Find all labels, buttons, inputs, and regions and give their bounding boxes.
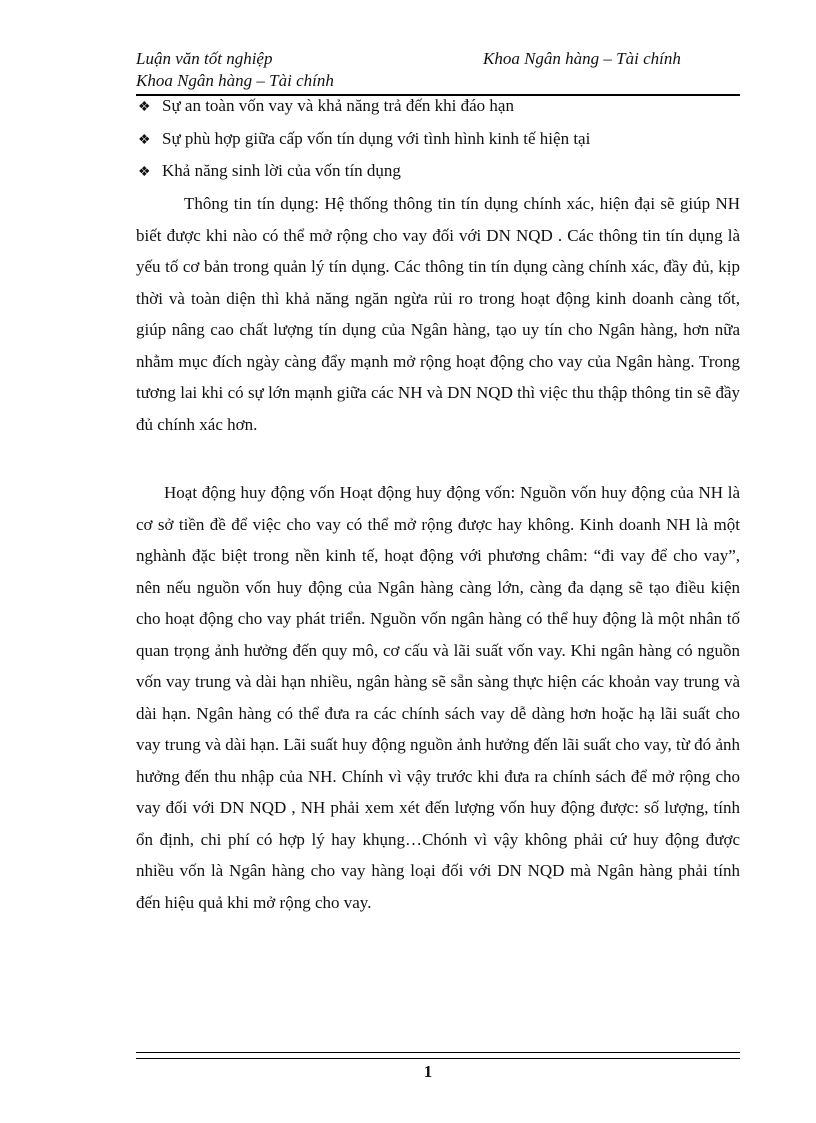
bullet-text: Khả năng sinh lời của vốn tín dụng xyxy=(162,161,401,180)
diamond-bullet-icon: ❖ xyxy=(138,100,151,115)
bullet-text: Sự phù hợp giữa cấp vốn tín dụng với tình hình kinh tế hiện tại xyxy=(162,129,591,148)
bullet-item xyxy=(138,95,514,119)
header-thesis-title: Luận văn tốt nghiệp xyxy=(136,49,273,68)
bullet-item xyxy=(138,160,401,184)
footer-divider xyxy=(136,1052,740,1059)
paragraph-credit-information: Thông tin tín dụng: Hệ thống thông tin tín dụng chính xác, hiện đại sẽ giúp NH biết được khi nào có thể mở rộng cho vay đối với DN NQD . Các thông tin tín dụng là yếu tố cơ bản trong quản lý tín dụng. Các thông tin tín dụng càng chính xác, đầy đủ, kịp thời và toàn diện thì khả năng ngăn ngừa rủi ro trong hoạt động kinh doanh càng tốt, giúp nâng cao chất lượng tín dụng của Ngân hàng, tạo uy tín cho Ngân hàng, hơn nữa nhằm mục đích ngày càng đẩy mạnh mở rộng hoạt động cho vay của Ngân hàng. Trong tương lai khi có sự lớn mạnh giữa các NH và DN NQD thì việc thu thập thông tin sẽ đầy đủ chính xác hơn. xyxy=(136,194,740,434)
paragraph-capital-mobilization: Hoạt động huy động vốn Hoạt động huy động vốn: Nguồn vốn huy động của NH là cơ sở tiền đề để việc cho vay có thể mở rộng được hay không. Kinh doanh NH là một nghành đặc biệt trong nền kinh tế, hoạt động với phương châm: “đi vay để cho vay”, nên nếu nguồn vốn huy động của Ngân hàng càng lớn, càng đa dạng sẽ tạo điều kiện cho hoạt động cho vay phát triển. Nguồn vốn ngân hàng có thể huy động là một nhân tố quan trọng ảnh hưởng đến quy mô, cơ cấu và lãi suất vốn vay. Khi ngân hàng có nguồn vốn vay trung và dài hạn nhiều, ngân hàng sẽ sẵn sàng thực hiện các khoản vay trung và dài hạn. Ngân hàng có thể đưa ra các chính sách vay dễ dàng hơn hoặc hạ lãi suất cho vay trung và dài hạn. Lãi suất huy động nguồn ảnh hưởng đến lãi suất cho vay, từ đó ảnh hưởng đến thu nhập của NH. Chính vì vậy trước khi đưa ra chính sách để mở rộng cho vay đối với DN NQD , NH phải xem xét đến lượng vốn huy động được: số lượng, tính ổn định, chi phí có hợp lý hay khụng…Chónh vì vậy không phải cứ huy động được nhiều vốn là Ngân hàng cho vay hàng loại đối với DN NQD mà Ngân hàng phải tính đến hiệu quả khi mở rộng cho vay. xyxy=(136,483,740,912)
page-header xyxy=(136,48,740,96)
header-faculty-right: Khoa Ngân hàng – Tài chính xyxy=(483,49,681,68)
diamond-bullet-icon: ❖ xyxy=(138,165,151,180)
bullet-text: Sự an toàn vốn vay và khả năng trả đến khi đáo hạn xyxy=(162,96,514,115)
diamond-bullet-icon: ❖ xyxy=(138,133,151,148)
bullet-item xyxy=(138,128,590,152)
header-faculty-left: Khoa Ngân hàng – Tài chính xyxy=(136,71,334,90)
page-number: 1 xyxy=(423,1062,433,1081)
